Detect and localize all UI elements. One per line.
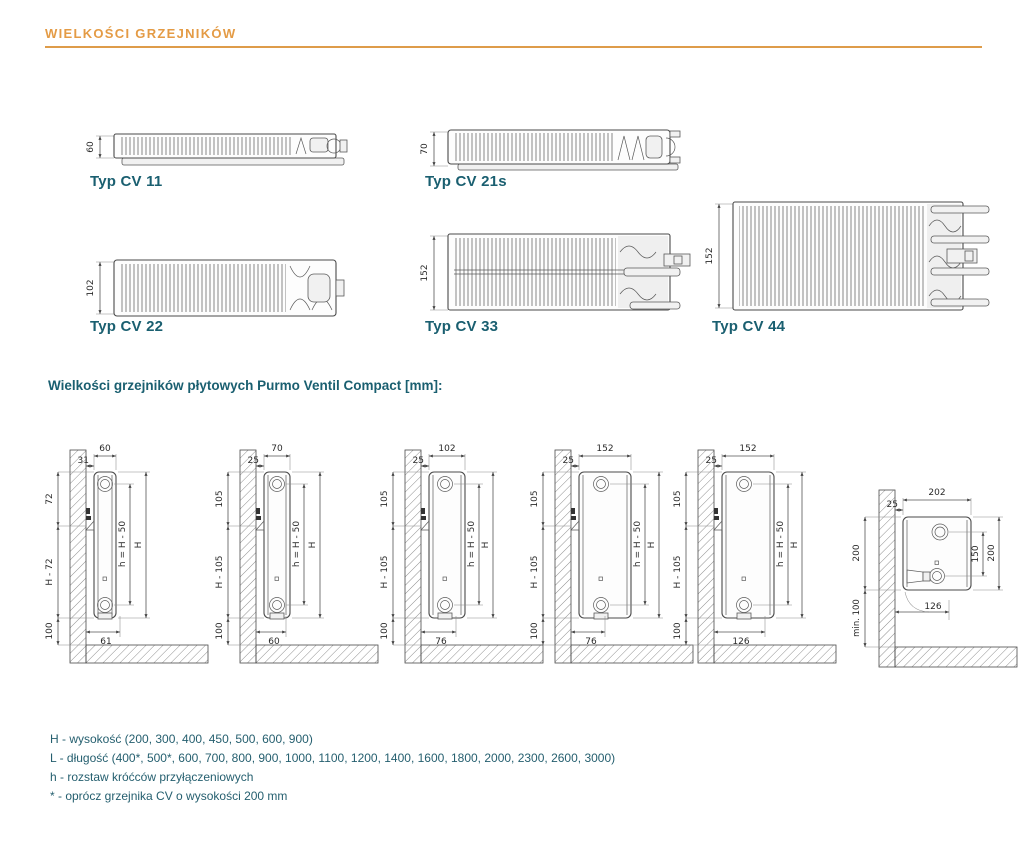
dim-port-spacing: h = H - 50 <box>118 520 128 568</box>
legend-line-length: L - długość (400*, 500*, 600, 700, 800, 900, 1000, 1100, 1200, 1400, 1600, 1800, 2000, 2300, 2600, 3000) <box>50 751 616 765</box>
dim-wall-gap: 25 <box>247 456 259 466</box>
dim-depth: 60 <box>99 444 111 454</box>
dim-port-spacing: h = H - 50 <box>776 520 786 568</box>
mounting-bracket <box>256 508 264 530</box>
legend <box>50 730 615 806</box>
cv21s-top-view-drawing <box>418 124 690 174</box>
dim-depth: 70 <box>271 444 283 454</box>
dim-connection-offset: 61 <box>100 637 112 647</box>
dim-port-spacing: h = H - 50 <box>633 520 643 568</box>
cv33-label: Typ CV 33 <box>425 318 499 335</box>
dim-depth: 152 <box>739 444 757 454</box>
mounting-bracket <box>571 508 579 530</box>
mounting-bracket <box>714 508 722 530</box>
dim-bracket-to-bottom: H - 72 <box>45 558 55 586</box>
dim-bracket-to-bottom: H - 105 <box>530 555 540 589</box>
dim-connection-offset: 76 <box>435 637 447 647</box>
dim-floor-clearance: min. 100 <box>852 599 862 637</box>
dim-height: H <box>134 541 144 549</box>
wall-hatch <box>879 490 895 667</box>
cv22-top-view-drawing <box>84 256 356 322</box>
dim-height: H <box>308 541 318 549</box>
dim-wall-gap: 25 <box>562 456 574 466</box>
dim-top-to-bracket: 105 <box>530 490 540 508</box>
dim-top-to-bracket: 105 <box>673 490 683 508</box>
dim-depth: 202 <box>928 488 946 498</box>
dim-wall-gap: 25 <box>705 456 717 466</box>
dim-bracket-to-bottom: H - 105 <box>673 555 683 589</box>
cv33-top-view-drawing <box>418 228 690 318</box>
mounting-bracket <box>421 508 429 530</box>
page-title: WIELKOŚCI GRZEJNIKÓW <box>45 26 237 41</box>
dim-wall-gap: 25 <box>412 456 424 466</box>
cv22-depth-dim: 102 <box>86 279 96 297</box>
cv44-detail-diagram <box>845 462 1025 697</box>
dim-height-left: 200 <box>852 544 862 562</box>
cv33-depth-dim: 152 <box>420 264 430 282</box>
dim-port-spacing: h = H - 50 <box>292 520 302 568</box>
cv11-label: Typ CV 11 <box>90 173 163 190</box>
cv22-side-view-diagram <box>375 420 550 675</box>
dim-floor-clearance: 100 <box>215 622 225 640</box>
cv44-top-view-drawing <box>701 196 1001 316</box>
dim-bracket-to-bottom: H - 105 <box>380 555 390 589</box>
dim-connection-offset: 60 <box>268 637 280 647</box>
floor-hatch <box>86 645 208 663</box>
dim-wall-gap: 25 <box>886 500 898 510</box>
cv44-depth-dim: 152 <box>705 247 715 265</box>
dim-height: H <box>647 541 657 549</box>
wall-hatch <box>70 450 86 663</box>
cv44-label: Typ CV 44 <box>712 318 786 335</box>
cv21s-depth-dim: 70 <box>420 143 430 155</box>
cv11-top-view-drawing <box>84 128 356 172</box>
dim-top-to-bracket: 105 <box>380 490 390 508</box>
radiator-body <box>579 472 631 619</box>
dim-port-spacing: h = H - 50 <box>467 520 477 568</box>
header-divider <box>45 46 982 48</box>
cv22-label: Typ CV 22 <box>90 318 164 335</box>
dim-connection-offset: 126 <box>924 602 942 612</box>
dim-depth: 102 <box>438 444 456 454</box>
cv11-depth-dim: 60 <box>86 141 96 153</box>
dim-depth: 152 <box>596 444 614 454</box>
cv11-side-view-diagram <box>40 420 215 675</box>
dim-floor-clearance: 100 <box>530 622 540 640</box>
radiator-body <box>903 517 971 612</box>
radiator-body <box>94 472 116 619</box>
dim-port-spacing: 150 <box>971 545 981 563</box>
dim-height: H <box>481 541 491 549</box>
dim-height: 200 <box>987 544 997 562</box>
floor-hatch <box>895 647 1017 667</box>
dim-floor-clearance: 100 <box>380 622 390 640</box>
legend-line-asterisk: * - oprócz grzejnika CV o wysokości 200 mm <box>50 789 288 803</box>
radiator-body <box>264 472 290 619</box>
dim-connection-offset: 76 <box>585 637 597 647</box>
dim-top-to-bracket: 72 <box>45 493 55 505</box>
cv21s-label: Typ CV 21s <box>425 173 507 190</box>
dim-top-to-bracket: 105 <box>215 490 225 508</box>
dim-height: H <box>790 541 800 549</box>
dim-connection-offset: 126 <box>732 637 750 647</box>
section-heading: Wielkości grzejników płytowych Purmo Ventil Compact [mm]: <box>48 378 443 393</box>
dim-floor-clearance: 100 <box>673 622 683 640</box>
radiator-body <box>722 472 774 619</box>
legend-line-port-spacing: h - rozstaw króćców przyłączeniowych <box>50 770 254 784</box>
cv21s-side-view-diagram <box>210 420 385 675</box>
mounting-bracket <box>86 508 94 530</box>
legend-line-height: H - wysokość (200, 300, 400, 450, 500, 600, 900) <box>50 732 313 746</box>
cv44-side-view-diagram <box>668 420 843 675</box>
radiator-body <box>429 472 465 619</box>
dim-wall-gap: 31 <box>77 456 89 466</box>
dim-bracket-to-bottom: H - 105 <box>215 555 225 589</box>
dim-floor-clearance: 100 <box>45 622 55 640</box>
